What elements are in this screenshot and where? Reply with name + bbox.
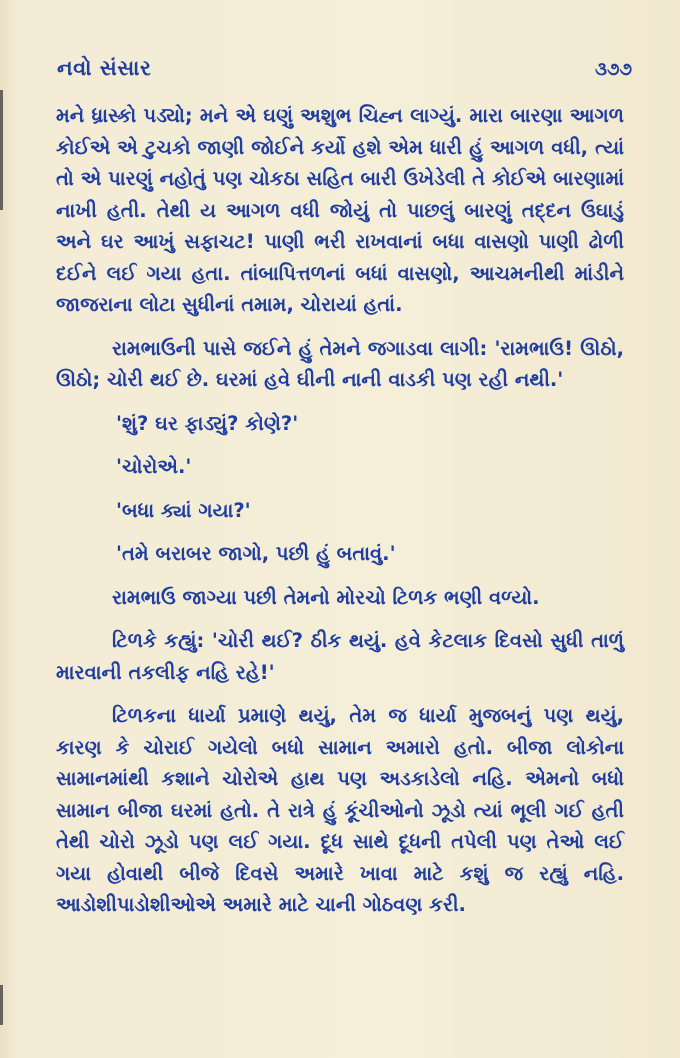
dialogue-line: 'બધા ક્યાં ગયા?' [116,498,251,522]
dialogue-line: 'ચોરોએ.' [116,455,192,478]
page-edge-shadow [0,90,3,210]
body-text [56,100,624,921]
dialogue-line: 'તમે બરાબર જાગો, પછી હું બતાવું.' [116,542,396,565]
paragraph: ટિળકના ધાર્યા પ્રમાણે થયું, તેમ જ ધાર્યા મુજબનું પણ થયું, કારણ કે ચોરાઈ ગયેલો બધો સામાન અમારો હતો. બીજા લોકોના સામાનમાંથી કશાને ચોરોએ હાથ પણ અડકાડેલો નહિ. એમનો બધો સામાન બીજા ઘરમાં હતો. તે રાત્રે હું કૂંચીઓનો ઝૂડો ત્યાં ભૂલી ગઈ હતી તેથી ચોરો ઝૂડો પણ લઈ ગયા. દૂધ સાથે દૂધની તપેલી પણ તેઓ લઈ ગયા હોવાથી બીજે દિવસે અમારે ખાવા માટે કશું જ રહ્યું નહિ. આડોશીપાડોશીઓએ અમારે માટે ચાની ગોઠવણ કરી. [56,704,624,916]
running-title: નવો સંસાર [57,56,152,80]
paragraph: મને ધ્રાસ્કો પડ્યો; મને એ ઘણું અશુભ ચિહ્ન લાગ્યું. મારા બારણા આગળ કોઈએ એ ટુચકો જાણી જોઈને કર્યો હશે એમ ધારી હું આગળ વધી, ત્યાં તો એ પારણું નહોતું પણ ચોકઠા સહિત બારી ઉખેડેલી તે કોઈએ બારણામાં નાખી હતી. તેથી ય આગળ વધી જોયું તો પાછલું બારણું તદ્દન ઉઘાડું અને ઘર આખું સફાચટ! પાણી ભરી રાખવાનાં બધા વાસણો પાણી ઢોળી દઈને લઈ ગયા હતા. તાંબાપિત્તળનાં બધાં વાસણો, આચમનીથી માંડીને જાજરાના લોટા સુધીનાં તમામ, ચોરાયાં હતાં. [56,104,624,316]
page-number: ૩૭૭ [594,59,632,80]
dialogue-line: 'શું? ઘર ફાડ્યું? કોણે?' [116,411,299,435]
paragraph: રામભાઉની પાસે જઈને હું તેમને જગાડવા લાગી: 'રામભાઉ! ઊઠો, ઊઠો; ચોરી થઈ છે. ઘરમાં હવે ઘીની નાની વાડકી પણ રહી નથી.' [56,336,624,391]
paragraph: ટિળકે કહ્યું: 'ચોરી થઈ? ઠીક થયું. હવે કેટલાક દિવસો સુધી તાળું મારવાની તકલીફ નહિ રહે!' [56,629,624,684]
paragraph: રામભાઉ જાગ્યા પછી તેમનો મોરચો ટિળક ભણી વળ્યો. [112,585,540,609]
page-edge-shadow [0,985,3,1025]
page-header [57,56,632,86]
